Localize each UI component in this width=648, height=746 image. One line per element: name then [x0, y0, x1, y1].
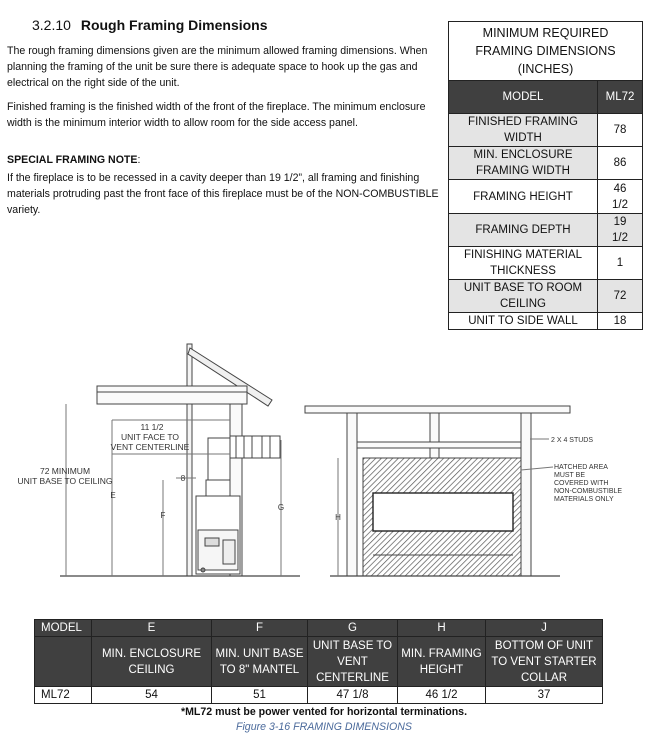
table-row: UNIT TO SIDE WALL 18 [449, 313, 643, 330]
table-header-value: ML72 [598, 81, 643, 114]
header-beam [305, 406, 570, 413]
hatched-label-4: NON-COMBUSTIBLE [554, 488, 623, 495]
table-row: UNIT BASE TO ROOM CEILING 72 [449, 280, 643, 313]
horizontal-vent [230, 436, 280, 458]
table-row: FRAMING DEPTH 19 1/2 [449, 214, 643, 247]
intro-paragraph: The rough framing dimensions given are the minimum allowed framing dimensions. When planning the framing of the unit be sure there is adequate space to hook up the gas and electrical on the right side of the unit. [7, 45, 428, 89]
framing-model-table [34, 619, 603, 704]
dim-label-e: E [110, 491, 116, 500]
studs-label: 2 X 4 STUDS [551, 437, 594, 444]
hatched-label-2: MUST BE [554, 472, 585, 479]
side-wall [187, 344, 192, 576]
hatched-label-3: COVERED WITH [554, 480, 609, 487]
table-row: ML72 54 51 47 1/8 46 1/2 37 [35, 687, 603, 704]
table-header-row: MODEL E F G H J [35, 620, 603, 637]
dim-label-vent-centerline: VENT CENTERLINE [110, 442, 190, 452]
special-note-title: SPECIAL FRAMING NOTE: [7, 154, 141, 166]
side-view-diagram [60, 344, 300, 576]
footnote: *ML72 must be power vented for horizontal terminations. [180, 706, 468, 718]
dim-label-unit-face: UNIT FACE TO [120, 432, 180, 442]
figure-caption: Figure 3-16 FRAMING DIMENSIONS [235, 721, 412, 733]
dim-label-8: 8 [180, 474, 186, 483]
front-view-diagram [305, 406, 570, 576]
ceiling-joist [97, 386, 247, 404]
dim-label-72-minimum: 72 MINIMUM [39, 466, 91, 476]
fireplace-opening [373, 493, 513, 531]
hatched-label-5: MATERIALS ONLY [554, 496, 614, 503]
framing-diagrams [0, 330, 648, 600]
framing-dimensions-table [448, 21, 643, 330]
hatched-label-1: HATCHED AREA [554, 464, 608, 471]
table-row: FINISHING MATERIAL THICKNESS 1 [449, 247, 643, 280]
dim-label-g: G [277, 503, 285, 512]
finished-framing-paragraph: Finished framing is the finished width of the front of the fireplace. The minimum enclosure width is the minimum interior width to allow room for the side access panel. [7, 101, 426, 129]
special-note-body: If the fireplace is to be recessed in a cavity deeper than 19 1/2”, all framing and finishing materials protruding past the front face of this fireplace must be of the NON-COMBUSTIBLE variety. [7, 172, 439, 216]
table-title: MINIMUM REQUIRED FRAMING DIMENSIONS (INCHES) [449, 22, 643, 81]
section-heading [32, 17, 268, 33]
dim-label-11-half: 11 1/2 [140, 422, 164, 432]
table-header-model: MODEL [449, 81, 598, 114]
table-row: FRAMING HEIGHT 46 1/2 [449, 180, 643, 214]
section-number: 3.2.10 [32, 17, 71, 33]
dim-label-base-to-ceiling: UNIT BASE TO CEILING [17, 476, 113, 486]
stud-left [347, 413, 357, 576]
table-row: FINISHED FRAMING WIDTH 78 [449, 114, 643, 147]
table-row: MIN. ENCLOSURE FRAMING WIDTH 86 [449, 147, 643, 180]
table-description-row: MIN. ENCLOSURE CEILING MIN. UNIT BASE TO 8" MANTEL UNIT BASE TO VENT CENTERLINE MIN. FRAMING HEIGHT BOTTOM OF UNIT TO VENT STARTER COLLAR [35, 637, 603, 687]
dim-label-f: F [160, 511, 166, 520]
dim-label-h: H [335, 513, 341, 522]
stud-right [521, 413, 531, 576]
section-title: Rough Framing Dimensions [80, 17, 268, 33]
